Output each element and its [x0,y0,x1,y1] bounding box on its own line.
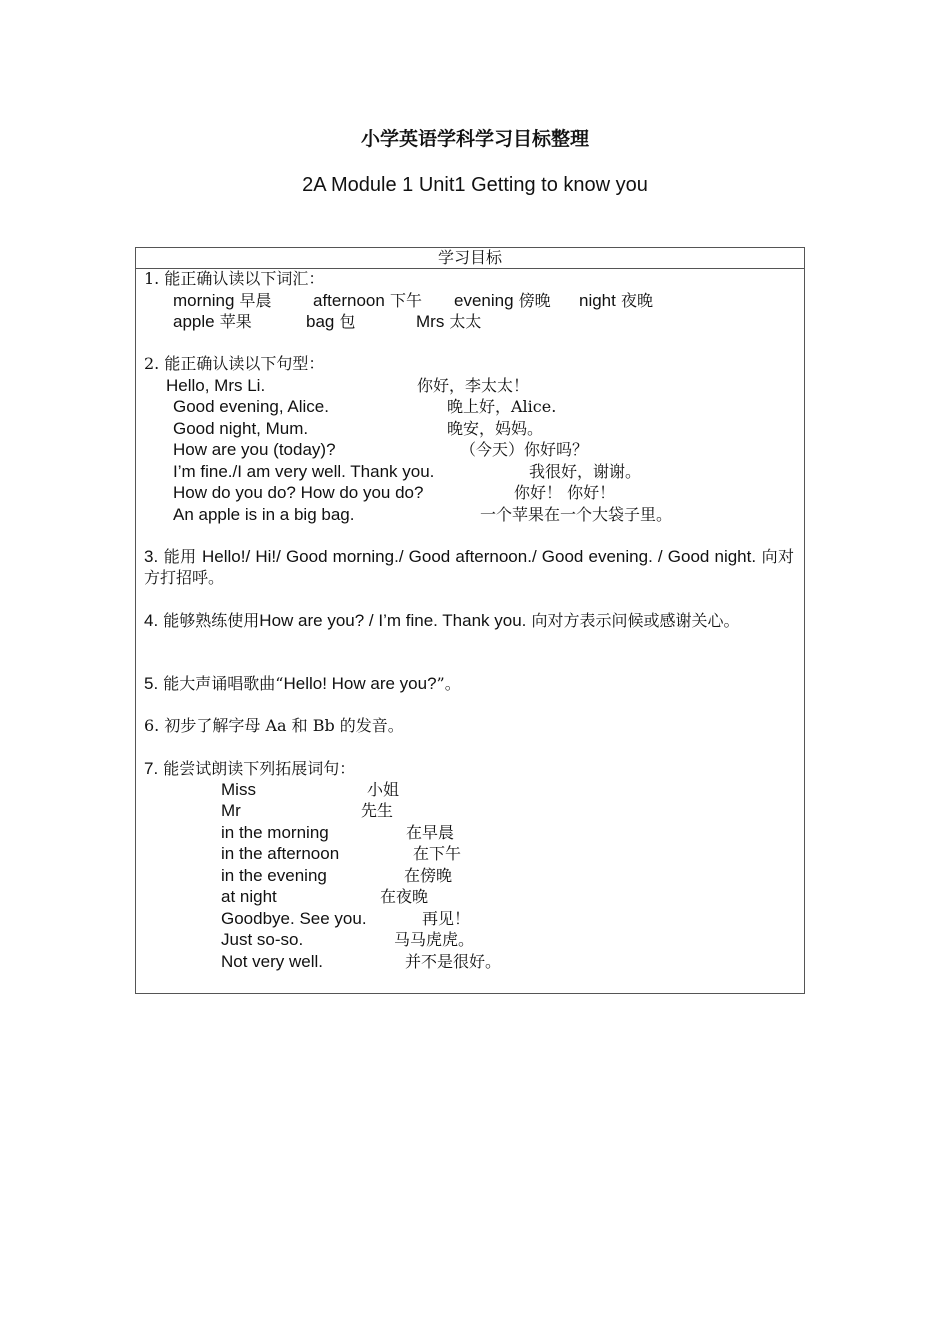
goal-3: 3. 能用 Hello!/ Hi!/ Good morning./ Good afternoon./ Good evening. / Good night. 向对方打招呼。 [144,547,794,587]
sentence-english: How do you do? How do you do? [173,483,424,502]
phrase-chinese: 先生 [361,801,394,820]
goal-7-intro: 7. 能尝试朗读下列拓展词句： [144,759,356,778]
goal-2-intro: 2. 能正确认读以下句型： [144,354,325,373]
phrase-english: in the morning [221,823,329,842]
sentence-english: Hello, Mrs Li. [166,376,266,395]
phrase-english: Not very well. [221,952,324,971]
vocab-item: bag 包 [306,312,356,331]
sentence-english: Good evening, Alice. [173,397,329,416]
vocab-item: afternoon 下午 [313,291,422,310]
vocab-item: Mrs 太太 [416,312,482,331]
phrase-chinese: 小姐 [367,780,400,799]
phrase-english: Mr [221,801,241,820]
phrase-chinese: 在夜晚 [380,887,429,906]
vocab-item: night 夜晚 [579,291,653,310]
phrase-chinese: 在早晨 [406,823,455,842]
phrase-english: in the evening [221,866,327,885]
sentence-chinese: 晚上好，Alice. [447,397,557,416]
sentence-chinese: 你好，李太太！ [417,376,530,395]
phrase-english: Goodbye. See you. [221,909,367,928]
phrase-chinese: 在傍晚 [404,866,453,885]
learning-goals-table [135,247,805,994]
sentence-chinese: 你好！ 你好！ [514,483,616,502]
phrase-english: in the afternoon [221,844,340,863]
sentence-english: Good night, Mum. [173,419,309,438]
phrase-english: Miss [221,780,256,799]
document-title: 小学英语学科学习目标整理 [360,128,589,150]
document-subtitle: 2A Module 1 Unit1 Getting to know you [302,174,648,196]
phrase-chinese: 再见！ [422,909,471,928]
vocab-item: evening 傍晚 [454,291,551,310]
goal-5: 5. 能大声诵唱歌曲“Hello! How are you?”。 [144,674,461,693]
goal-6: 6. 初步了解字母 Aa 和 Bb 的发音。 [144,716,404,735]
sentence-chinese: 晚安，妈妈。 [447,419,544,438]
phrase-chinese: 在下午 [413,844,462,863]
vocab-item: morning 早晨 [173,291,272,310]
phrase-chinese: 马马虎虎。 [394,930,475,949]
phrase-english: at night [221,887,277,906]
sentence-english: I’m fine./I am very well. Thank you. [173,462,435,481]
table-heading: 学习目标 [136,248,804,269]
goal-4: 4. 能够熟练使用How are you? / I’m fine. Thank you. 向对方表示问候或感谢关心。 [144,611,740,630]
sentence-english: How are you (today)? [173,440,336,459]
phrase-english: Just so-so. [221,930,304,949]
vocab-item: apple 苹果 [173,312,252,331]
sentence-chinese: （今天）你好吗？ [460,440,589,459]
sentence-english: An apple is in a big bag. [173,505,355,524]
sentence-chinese: 一个苹果在一个大袋子里。 [480,505,673,524]
phrase-chinese: 并不是很好。 [405,952,502,971]
goal-1-intro: 1. 能正确认读以下词汇： [144,269,325,288]
sentence-chinese: 我很好，谢谢。 [529,462,642,481]
